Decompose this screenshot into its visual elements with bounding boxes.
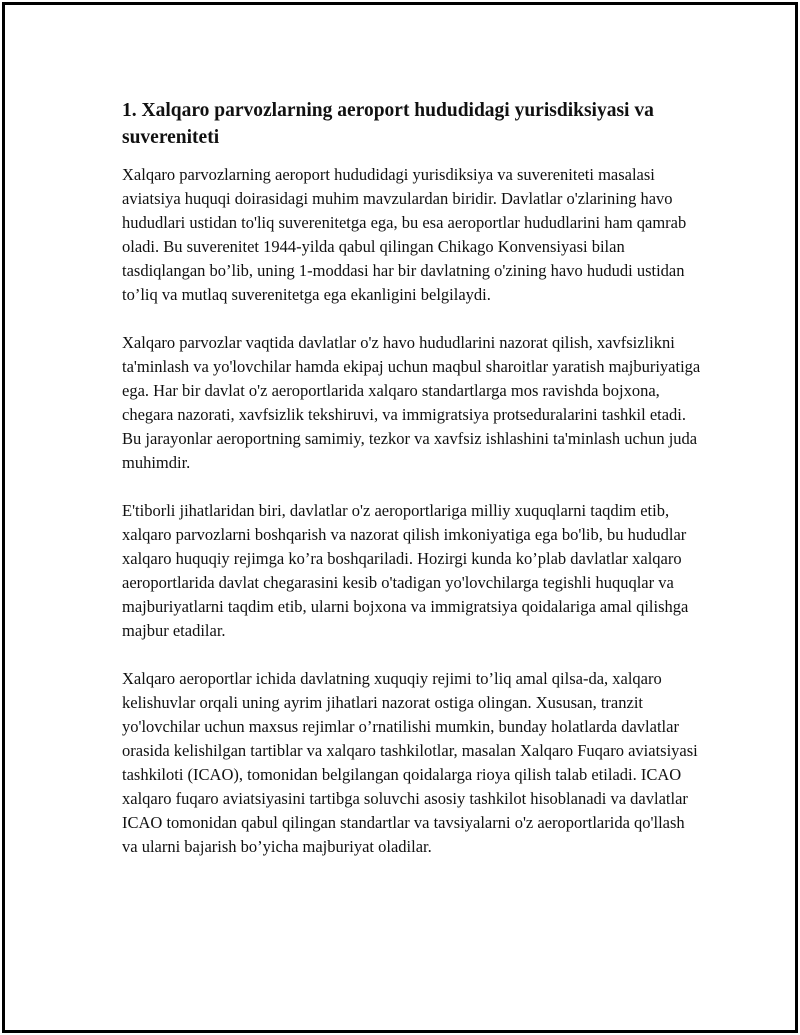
paragraph-2: Xalqaro parvozlar vaqtida davlatlar o'z havo hududlarini nazorat qilish, xavfsizlikni ta'minlash va yo'lovchilar hamda ekipaj uchun maqbul sharoitlar yaratish majburiyatiga ega. Har bir davlat o'z aeroportlarida xalqaro standartlarga mos ravishda bojxona, chegara nazorati, xavfsizlik tekshiruvi, va immigratsiya protseduralarini tashkil etadi. Bu jarayonlar aeroportning samimiy, tezkor va xavfsiz ishlashini ta'minlash uchun juda muhimdir. — [122, 333, 701, 472]
paragraph-4: Xalqaro aeroportlar ichida davlatning xuquqiy rejimi to’liq amal qilsa-da, xalqaro kelishuvlar orqali uning ayrim jihatlari nazorat ostiga olingan. Xususan, tranzit yo'lovchilar uchun maxsus rejimlar o’rnatilishi mumkin, bunday holatlarda davlatlar orasida kelishilgan tartiblar va xalqaro tashkilotlar, masalan Xalqaro Fuqaro aviatsiyasi tashkiloti (ICAO), tomonidan belgilangan qoidalarga rioya qilish talab etiladi. ICAO xalqaro fuqaro aviatsiyasini tartibga soluvchi asosiy tashkilot hisoblanadi va davlatlar ICAO tomonidan qabul qilingan standartlar va tavsiyalarni o'z aeroportlarida qo'llash va ularni bajarish bo’yicha majburiyat oladilar. — [122, 669, 698, 856]
paragraph-1: Xalqaro parvozlarning aeroport hududidagi yurisdiksiya va suvereniteti masalasi aviatsiya huquqi doirasidagi muhim mavzulardan biridir. Davlatlar o'zlarining havo hududlari ustidan to'liq suverenitetga ega, bu esa aeroportlar hududlarini ham qamrab oladi. Bu suverenitet 1944-yilda qabul qilingan Chikago Konvensiyasi bilan tasdiqlangan bo’lib, uning 1-moddasi har bir davlatning o'zining havo hududi ustidan to’liq va mutlaq suverenitetga ega ekanligini belgilaydi. — [122, 165, 687, 304]
section-title: 1. Xalqaro parvozlarning aeroport hududidagi yurisdiksiyasi va suvereniteti — [122, 100, 654, 148]
paragraph-3: E'tiborli jihatlaridan biri, davlatlar o'z aeroportlariga milliy xuquqlarni taqdim etib, xalqaro parvozlarni boshqarish va nazorat qilish imkoniyatiga ega bo'lib, bu hududlar xalqaro huquqiy rejimga ko’ra boshqariladi. Hozirgi kunda ko’plab davlatlar xalqaro aeroportlarida davlat chegarasini kesib o'tadigan yo'lovchilarga tegishli huquqlar va majburiyatlarni taqdim etib, ularni bojxona va immigratsiya qoidalariga amal qilishga majbur etadilar. — [122, 501, 689, 640]
document-body — [122, 97, 702, 883]
page-frame — [2, 2, 798, 1033]
